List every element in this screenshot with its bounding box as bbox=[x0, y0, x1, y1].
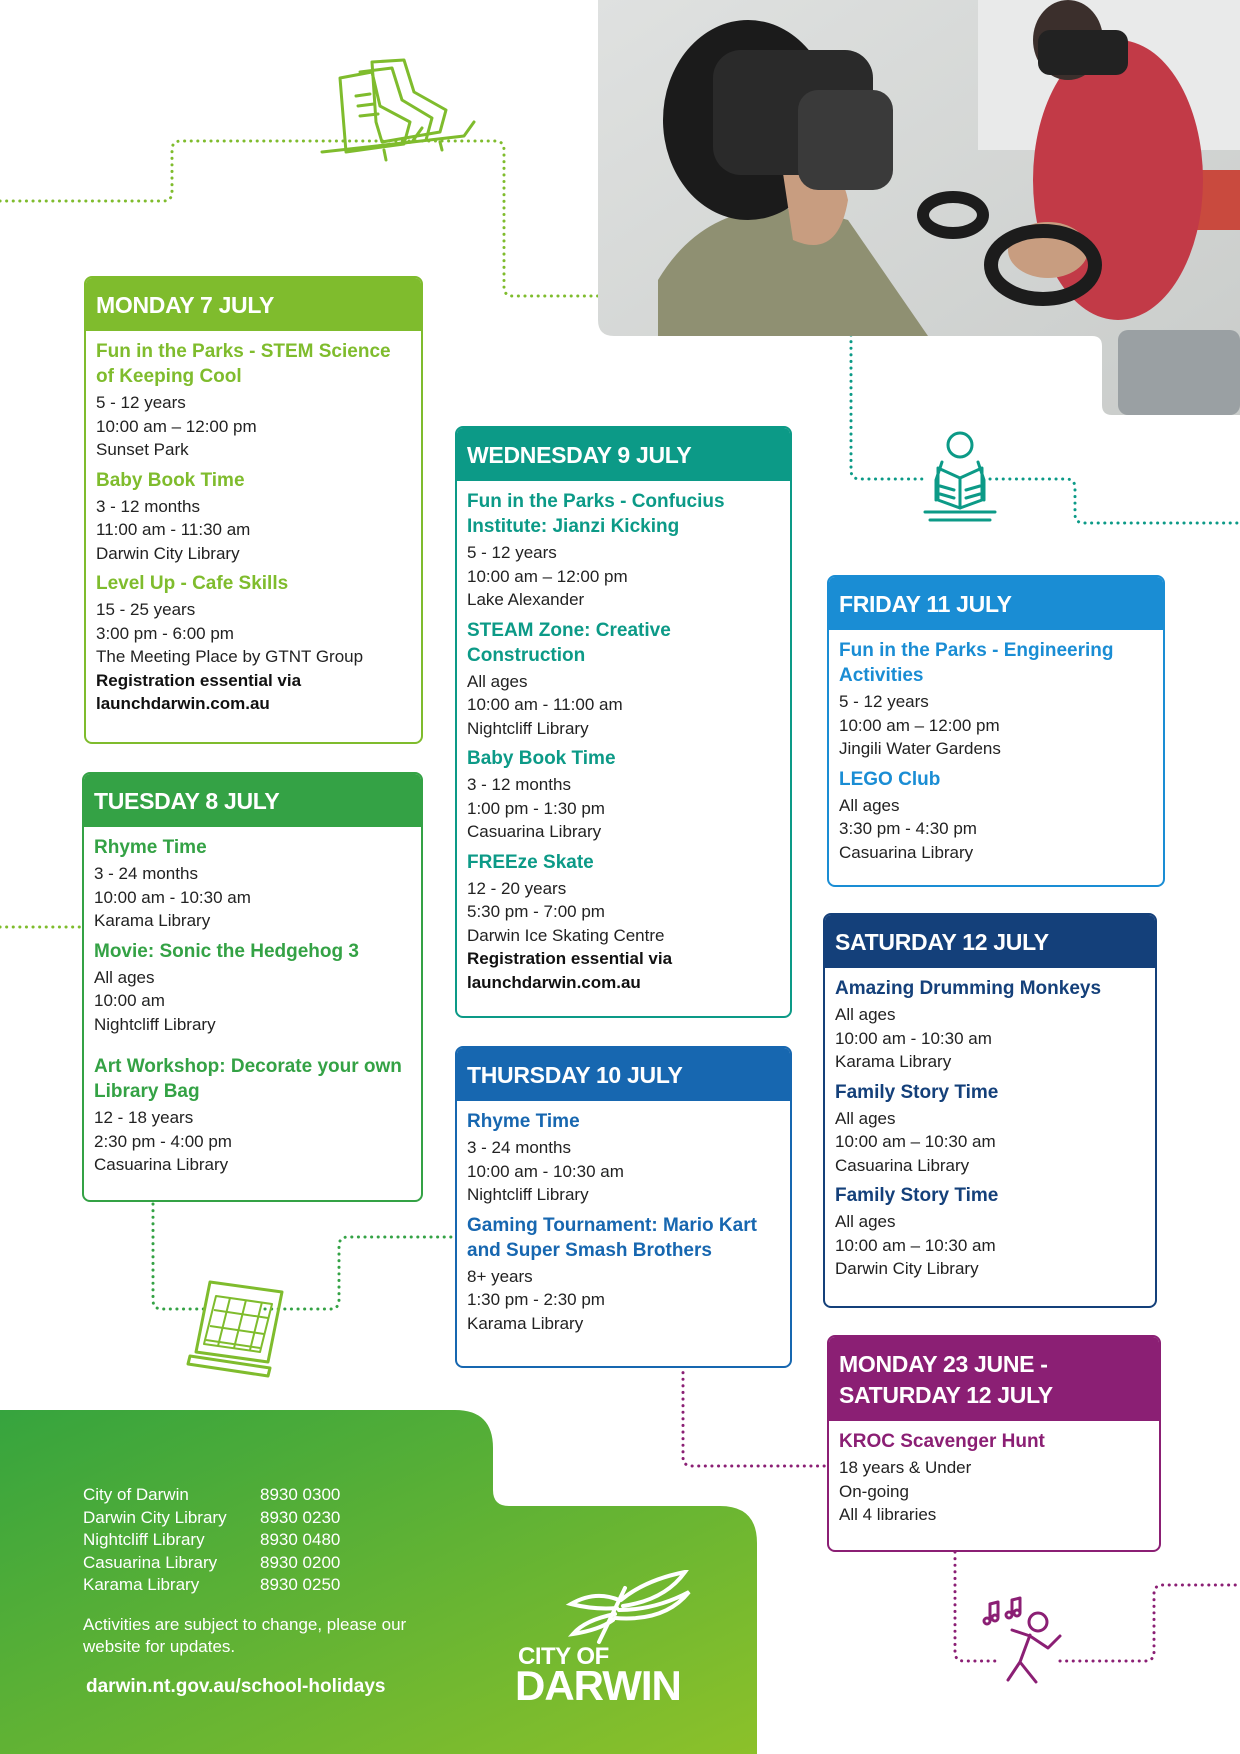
day-card-saturday-12-july bbox=[823, 913, 1157, 1308]
event bbox=[467, 850, 780, 995]
day-header: MONDAY 7 JULY bbox=[86, 278, 421, 331]
event-age: All ages bbox=[835, 1212, 896, 1231]
contact-name: Nightcliff Library bbox=[83, 1530, 205, 1549]
contact-list bbox=[83, 1484, 340, 1597]
event bbox=[839, 1429, 1149, 1527]
event-age: 5 - 12 years bbox=[96, 393, 186, 412]
event-title: Art Workshop: Decorate your own Library Bag bbox=[94, 1056, 402, 1102]
event-age: All ages bbox=[94, 967, 155, 987]
event-age: 3 - 12 months bbox=[467, 775, 571, 794]
event-age: 3 - 24 months bbox=[94, 864, 198, 883]
event-title: Gaming Tournament: Mario Kart and Super Smash Brothers bbox=[467, 1214, 757, 1261]
contact-row bbox=[83, 1507, 340, 1530]
logo-line1: CITY OF bbox=[518, 1643, 609, 1670]
event bbox=[467, 489, 780, 612]
event-location: Casuarina Library bbox=[94, 1155, 229, 1174]
event-title: LEGO Club bbox=[839, 768, 941, 790]
event-age: All ages bbox=[835, 1005, 896, 1024]
event-title: Amazing Drumming Monkeys bbox=[835, 978, 1102, 999]
day-header: WEDNESDAY 9 JULY bbox=[457, 428, 790, 481]
event-location: Nightcliff Library bbox=[467, 1185, 589, 1204]
contact-name: Darwin City Library bbox=[83, 1507, 227, 1527]
event-location: Nightcliff Library bbox=[94, 1014, 216, 1034]
event-title: Rhyme Time bbox=[467, 1111, 580, 1132]
day-header-line1: MONDAY 23 JUNE - bbox=[839, 1351, 1048, 1377]
event bbox=[835, 1080, 1145, 1178]
contact-row bbox=[83, 1484, 340, 1507]
event bbox=[96, 339, 411, 462]
event bbox=[94, 939, 411, 1037]
event-location: Karama Library bbox=[467, 1313, 584, 1333]
ice-skates-icon bbox=[322, 60, 474, 160]
event-title: Fun in the Parks - STEM Science of Keeping Cool bbox=[96, 341, 391, 387]
event bbox=[467, 1213, 780, 1336]
event-age: 18 years & Under bbox=[839, 1458, 972, 1477]
event bbox=[467, 746, 780, 844]
day-header: SATURDAY 12 JULY bbox=[825, 915, 1155, 968]
event-time: 10:00 am – 10:30 am bbox=[835, 1235, 996, 1255]
event-time: 10:00 am - 10:30 am bbox=[835, 1028, 992, 1048]
contact-row bbox=[83, 1552, 340, 1575]
event-location: Darwin City Library bbox=[835, 1259, 979, 1278]
event-title: Family Story Time bbox=[835, 1081, 999, 1103]
day-header: FRIDAY 11 JULY bbox=[829, 577, 1163, 630]
event bbox=[839, 638, 1153, 761]
contact-row bbox=[83, 1574, 340, 1597]
event-title: Fun in the Parks - Confucius Institute: Jianzi Kicking bbox=[467, 491, 725, 537]
event bbox=[835, 1183, 1145, 1281]
event-age: All ages bbox=[467, 671, 528, 691]
event-time: 10:00 am – 12:00 pm bbox=[96, 416, 257, 436]
event-location: Karama Library bbox=[835, 1052, 952, 1071]
day-card-friday-11-july bbox=[827, 575, 1165, 887]
contact-phone: 8930 0200 bbox=[260, 1552, 341, 1572]
event-title: Rhyme Time bbox=[94, 837, 207, 858]
event-time: On-going bbox=[839, 1481, 909, 1501]
event bbox=[467, 618, 780, 741]
event-time: 1:00 pm - 1:30 pm bbox=[467, 798, 605, 818]
event-time: 3:30 pm - 4:30 pm bbox=[839, 819, 977, 838]
registration-note: Registration essential via launchdarwin.com.au bbox=[467, 949, 673, 992]
event-location: Casuarina Library bbox=[835, 1155, 970, 1175]
event bbox=[96, 571, 411, 716]
registration-note: Registration essential via launchdarwin.com.au bbox=[96, 670, 302, 713]
tablet-game-icon bbox=[188, 1282, 282, 1376]
event-location: The Meeting Place by GTNT Group bbox=[96, 647, 364, 666]
event-location: Casuarina Library bbox=[839, 842, 974, 862]
event-age: All ages bbox=[839, 795, 900, 815]
event bbox=[94, 1054, 411, 1177]
event-title: STEAM Zone: Creative Construction bbox=[467, 619, 671, 666]
event-time: 10:00 am – 12:00 pm bbox=[467, 566, 628, 586]
event-time: 11:00 am - 11:30 am bbox=[96, 520, 251, 539]
event-title: Family Story Time bbox=[835, 1185, 999, 1206]
event-age: 8+ years bbox=[467, 1266, 533, 1286]
day-header: THURSDAY 10 JULY bbox=[457, 1048, 790, 1101]
event-location: Darwin City Library bbox=[96, 543, 240, 563]
event-location: Sunset Park bbox=[96, 440, 189, 459]
contact-phone: 8930 0480 bbox=[260, 1530, 341, 1549]
event-time: 10:00 am - 11:00 am bbox=[467, 695, 623, 714]
event bbox=[835, 976, 1145, 1074]
day-card-thursday-10-july bbox=[455, 1046, 792, 1368]
event-time: 10:00 am – 12:00 pm bbox=[839, 715, 1000, 735]
event-location: Lake Alexander bbox=[467, 590, 585, 609]
day-card-wednesday-9-july bbox=[455, 426, 792, 1018]
event-title: KROC Scavenger Hunt bbox=[839, 1431, 1045, 1452]
event-time: 3:00 pm - 6:00 pm bbox=[96, 623, 234, 643]
vr-photo bbox=[598, 0, 1240, 415]
event-time: 1:30 pm - 2:30 pm bbox=[467, 1290, 605, 1309]
event-location: All 4 libraries bbox=[839, 1505, 937, 1524]
event-location: Jingili Water Gardens bbox=[839, 739, 1001, 758]
change-notice: Activities are subject to change, please our website for updates. bbox=[83, 1615, 407, 1656]
event-location: Karama Library bbox=[94, 911, 211, 930]
contact-phone: 8930 0230 bbox=[260, 1507, 341, 1527]
day-card-date-range bbox=[827, 1335, 1161, 1552]
event bbox=[96, 468, 411, 566]
event-time: 2:30 pm - 4:00 pm bbox=[94, 1131, 232, 1151]
event-time: 10:00 am - 10:30 am bbox=[94, 887, 251, 907]
event-location: Casuarina Library bbox=[467, 822, 602, 841]
day-header bbox=[829, 1337, 1159, 1421]
event-age: 15 - 25 years bbox=[96, 600, 196, 619]
contact-name: Karama Library bbox=[83, 1575, 200, 1594]
event-time: 10:00 am bbox=[94, 991, 165, 1010]
event-age: 12 - 20 years bbox=[467, 878, 567, 898]
contact-phone: 8930 0250 bbox=[260, 1575, 341, 1594]
event bbox=[467, 1109, 780, 1207]
event bbox=[94, 835, 411, 933]
event-time: 5:30 pm - 7:00 pm bbox=[467, 902, 605, 921]
day-card-monday-7-july bbox=[84, 276, 423, 744]
event-title: Fun in the Parks - Engineering Activities bbox=[839, 640, 1114, 686]
event-title: Movie: Sonic the Hedgehog 3 bbox=[94, 940, 359, 962]
event-location: Nightcliff Library bbox=[467, 718, 589, 738]
day-header-line2: SATURDAY 12 JULY bbox=[839, 1382, 1053, 1408]
reading-child-icon bbox=[925, 433, 995, 520]
contact-row bbox=[83, 1529, 340, 1552]
event-age: 3 - 24 months bbox=[467, 1138, 571, 1157]
event-title: Baby Book Time bbox=[467, 748, 616, 769]
event bbox=[839, 767, 1153, 865]
event-title: FREEze Skate bbox=[467, 851, 594, 873]
event-title: Baby Book Time bbox=[96, 469, 245, 491]
contact-name: Casuarina Library bbox=[83, 1552, 218, 1572]
contact-phone: 8930 0300 bbox=[260, 1485, 341, 1504]
website-link[interactable]: darwin.nt.gov.au/school-holidays bbox=[86, 1676, 386, 1697]
dancing-person-icon bbox=[984, 1598, 1060, 1682]
day-header: TUESDAY 8 JULY bbox=[84, 774, 421, 827]
contact-name: City of Darwin bbox=[83, 1485, 189, 1504]
event-time: 10:00 am – 10:30 am bbox=[835, 1132, 996, 1151]
event-age: 5 - 12 years bbox=[839, 692, 929, 711]
logo-line2: DARWIN bbox=[515, 1662, 681, 1709]
event-age: All ages bbox=[835, 1108, 896, 1128]
day-card-tuesday-8-july bbox=[82, 772, 423, 1202]
event-location: Darwin Ice Skating Centre bbox=[467, 925, 665, 945]
event-age: 12 - 18 years bbox=[94, 1108, 194, 1127]
event-age: 5 - 12 years bbox=[467, 543, 557, 562]
event-title: Level Up - Cafe Skills bbox=[96, 573, 289, 594]
event-time: 10:00 am - 10:30 am bbox=[467, 1161, 624, 1181]
event-age: 3 - 12 months bbox=[96, 496, 200, 516]
